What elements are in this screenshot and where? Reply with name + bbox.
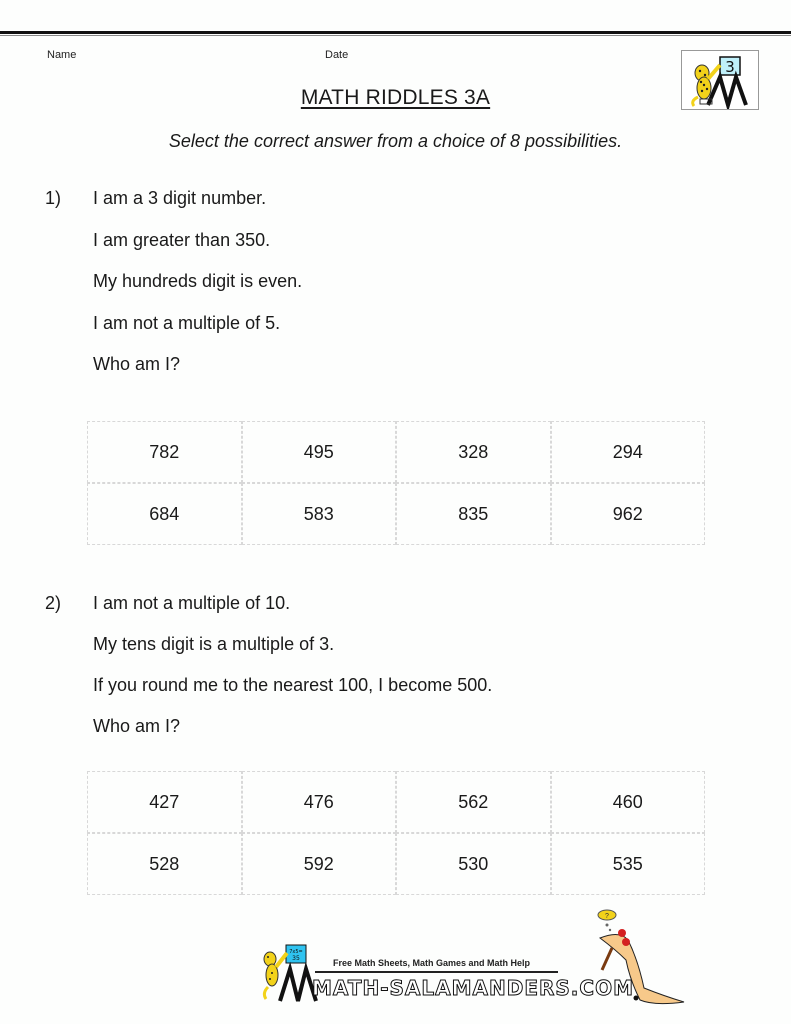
svg-text:35: 35 (292, 955, 300, 962)
question-number: 2) (45, 593, 62, 613)
answer-grid-1 (87, 421, 705, 545)
answer-choice[interactable]: 592 (242, 833, 397, 895)
riddle-line: I am not a multiple of 5. (93, 313, 281, 333)
riddle-line: I am greater than 350. (93, 230, 271, 250)
salamander-illustration-icon (580, 898, 690, 1018)
answer-choice[interactable]: 583 (242, 483, 397, 545)
answer-choice[interactable]: 782 (87, 421, 242, 483)
footer-brand-link[interactable]: MATH-SALAMANDERS.COM (312, 976, 634, 1000)
top-rule (0, 31, 791, 34)
answer-choice[interactable]: 528 (87, 833, 242, 895)
footer-rule (315, 971, 558, 973)
riddle-line: I am a 3 digit number. (93, 188, 267, 208)
answer-choice[interactable]: 535 (551, 833, 706, 895)
riddle-line: Who am I? (93, 354, 181, 374)
svg-text:7x5=: 7x5= (289, 949, 303, 955)
name-label: Name (47, 49, 77, 61)
riddle-line: Who am I? (93, 716, 181, 736)
page-title: MATH RIDDLES 3A (300, 86, 491, 109)
svg-text:?: ? (605, 913, 609, 920)
footer-tagline: Free Math Sheets, Math Games and Math Help (333, 958, 531, 968)
footer-leopard-logo-icon (258, 943, 318, 1005)
answer-choice[interactable]: 530 (396, 833, 551, 895)
answer-choice[interactable]: 562 (396, 771, 551, 833)
answer-choice[interactable]: 684 (87, 483, 242, 545)
question-number: 1) (45, 188, 62, 208)
riddle-line: My tens digit is a multiple of 3. (93, 634, 335, 654)
answer-choice[interactable]: 476 (242, 771, 397, 833)
answer-choice[interactable]: 495 (242, 421, 397, 483)
answer-choice[interactable]: 962 (551, 483, 706, 545)
answer-grid-2 (87, 771, 705, 895)
answer-choice[interactable]: 835 (396, 483, 551, 545)
top-rule-secondary (0, 35, 791, 36)
svg-text:3: 3 (725, 58, 735, 76)
answer-choice[interactable]: 427 (87, 771, 242, 833)
answer-choice[interactable]: 328 (396, 421, 551, 483)
riddle-line: My hundreds digit is even. (93, 271, 303, 291)
date-label: Date (325, 49, 349, 61)
answer-choice[interactable]: 294 (551, 421, 706, 483)
instructions: Select the correct answer from a choice of 8 possibilities. (168, 131, 623, 151)
answer-choice[interactable]: 460 (551, 771, 706, 833)
riddle-line: If you round me to the nearest 100, I become 500. (93, 675, 493, 695)
riddle-line: I am not a multiple of 10. (93, 593, 291, 613)
